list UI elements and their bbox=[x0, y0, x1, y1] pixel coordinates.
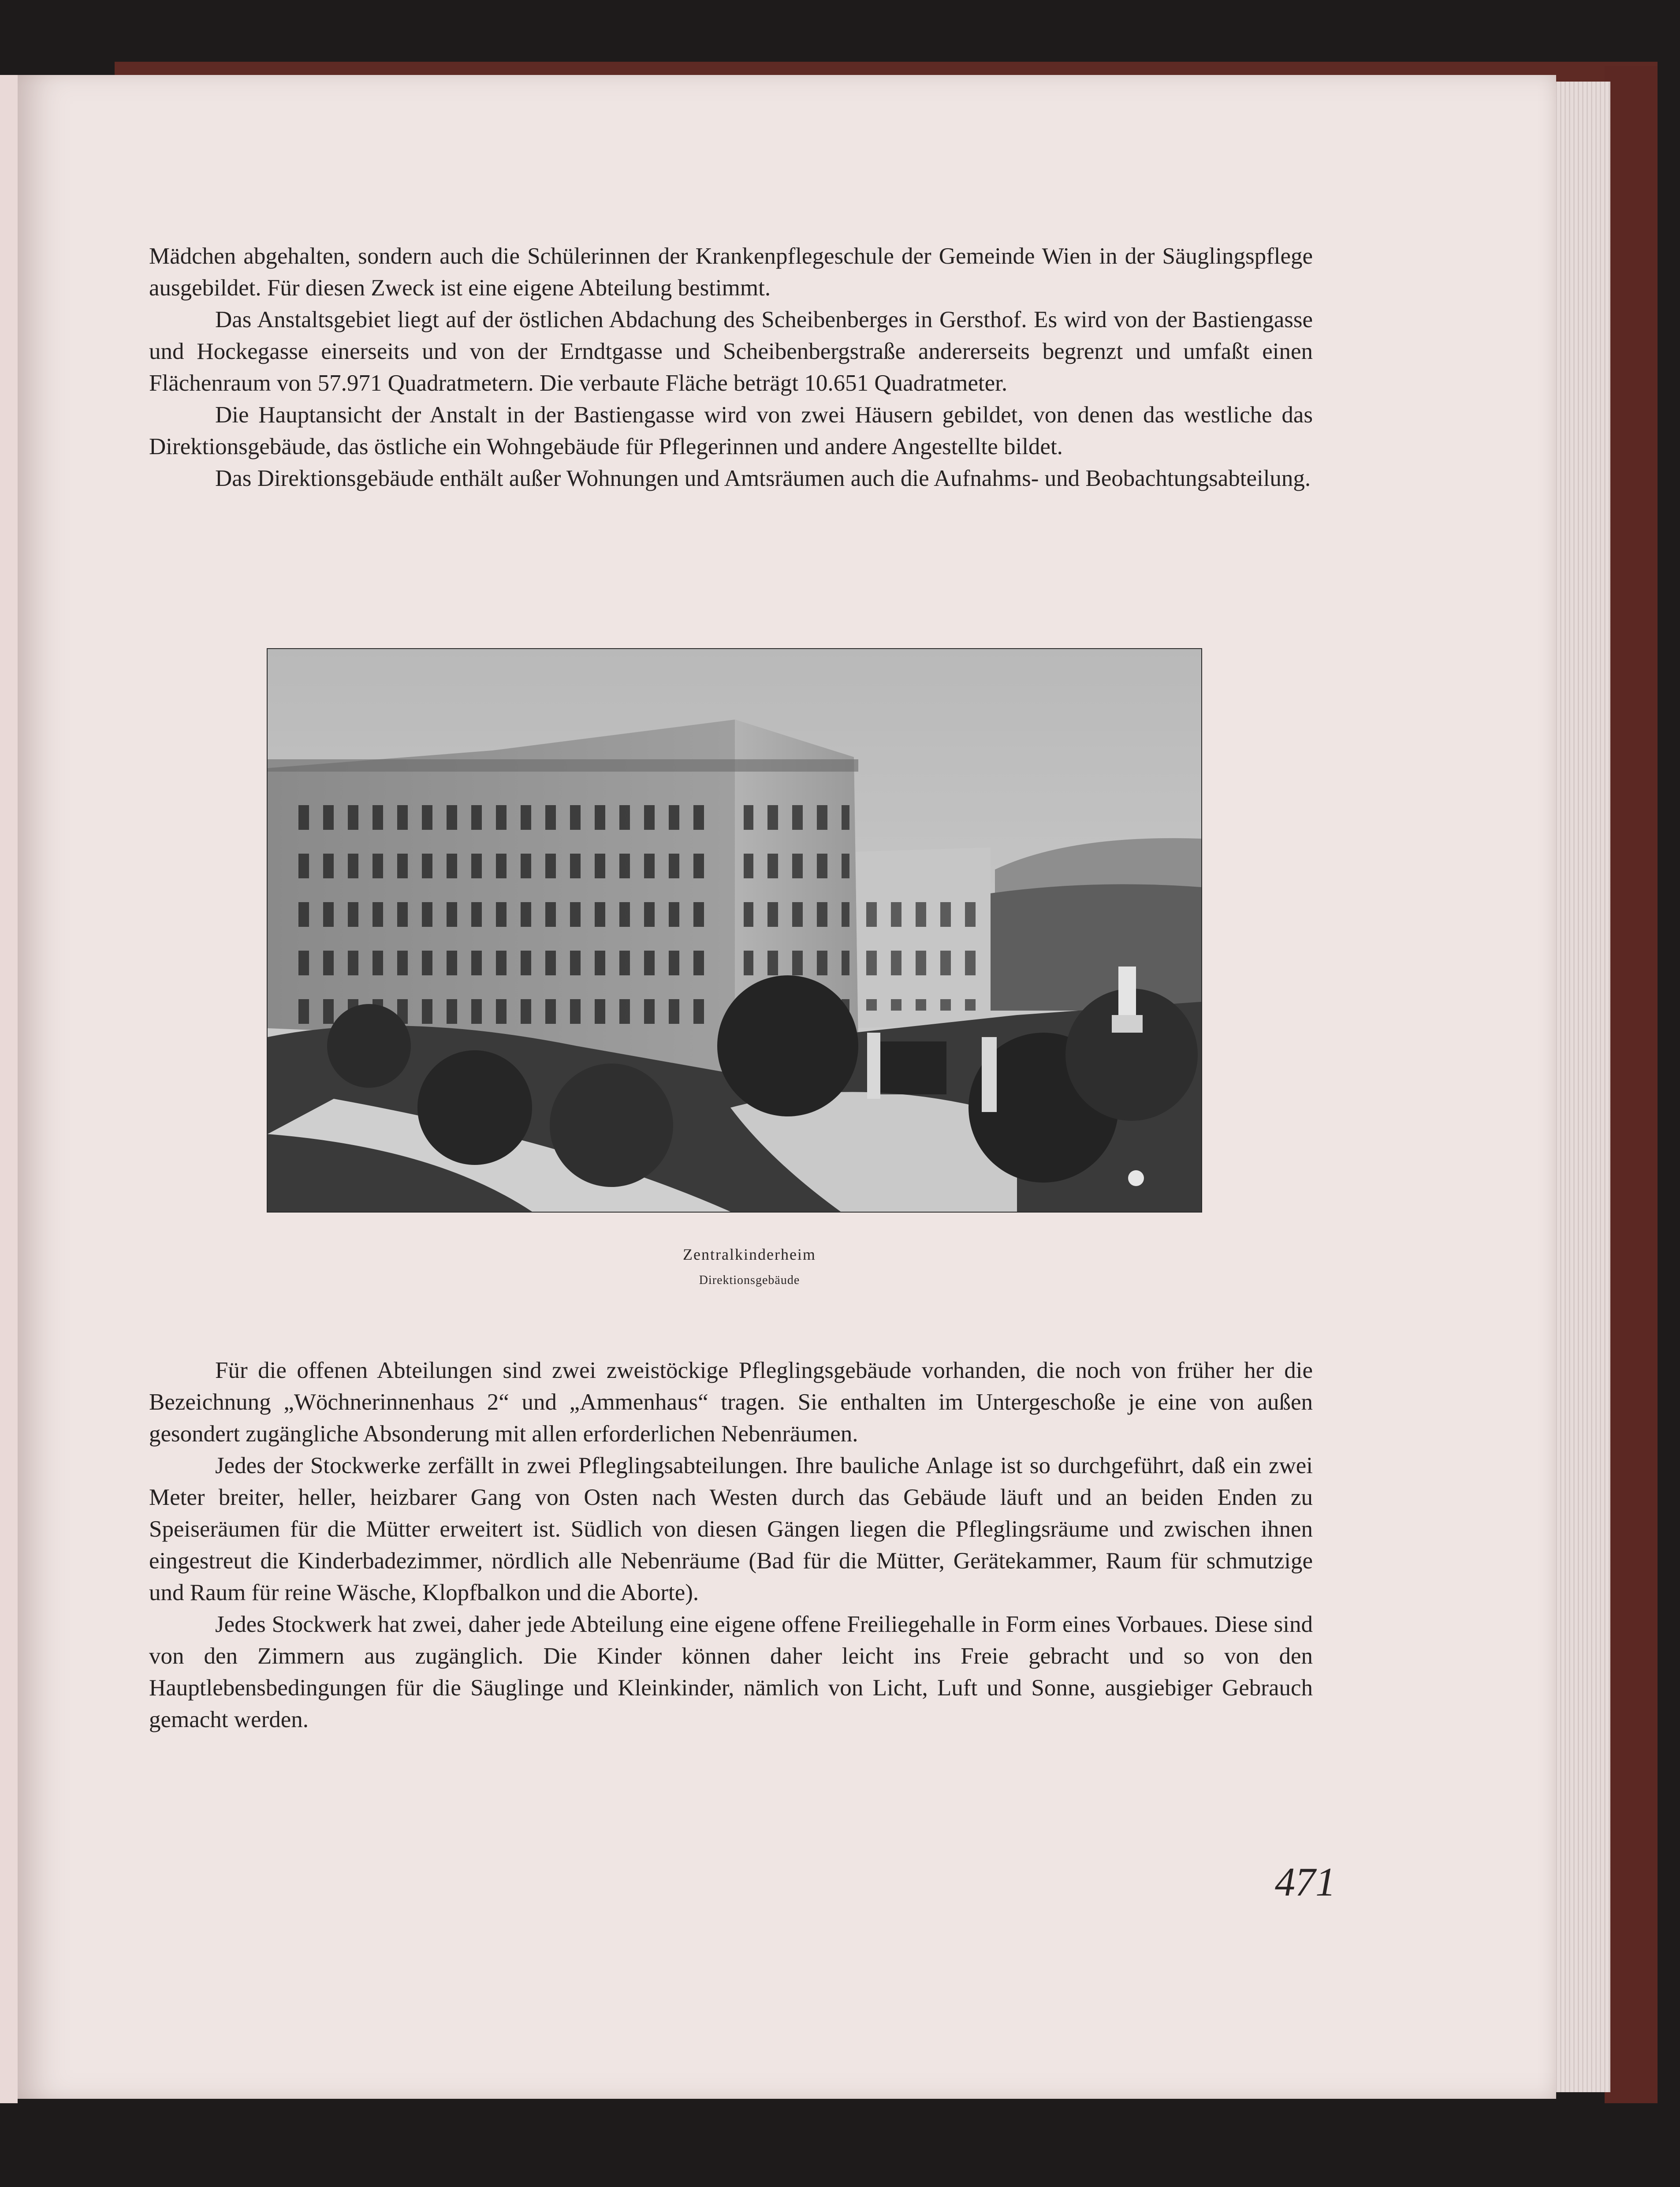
book-cover-right-edge bbox=[1605, 66, 1658, 2103]
photo-caption-title: Zentralkinderheim bbox=[683, 1246, 816, 1263]
paragraph: Das Direktionsgebäude enthält außer Wohnungen und Amtsräumen auch die Aufnahms- und Beobachtungsabteilung. bbox=[215, 466, 1311, 491]
paragraph: Jedes der Stockwerke zerfällt in zwei Pfleglingsabteilungen. Ihre bauliche Anlage ist so durchgeführt, daß ein zwei Meter breiter, heller, heizbarer Gang von Osten nach Westen durch das Gebäude läuft und an beiden Enden zu Speiseräumen für die Mütter erweitert ist. Südlich von diesen Gängen liegen die Pfleglingsräume und zwischen ihnen eingestreut die Kinderbadezimmer, nördlich alle Nebenräume (Bad für die Mütter, Gerätekammer, Raum für schmutzige und Raum für reine Wäsche, Klopfbalkon und die Aborte). bbox=[149, 1453, 1313, 1605]
photo-caption-subtitle: Direktionsgebäude bbox=[699, 1273, 800, 1287]
body-text-bottom bbox=[149, 1355, 1313, 1735]
paragraph: Für die offenen Abteilungen sind zwei zweistöckige Pfleglingsgebäude vorhanden, die noch von früher her die Bezeichnung „Wöchnerinnenhaus 2“ und „Ammenhaus“ tragen. Sie enthalten im Untergeschoße je eine von außen gesondert zugängliche Absonderung mit allen erforderlichen Nebenräumen. bbox=[149, 1358, 1313, 1447]
paragraph: Das Anstaltsgebiet liegt auf der östlichen Abdachung des Scheibenberges in Gersthof. Es wird von der Bastiengasse und Hockegasse einerseits und von der Erndtgasse und Scheibenbergstraße andererseits begrenzt und umfaßt einen Flächenraum von 57.971 Quadratmetern. Die verbaute Fläche beträgt 10.651 Quadratmeter. bbox=[149, 307, 1313, 396]
page-number: 471 bbox=[1275, 1859, 1336, 1904]
previous-page-edge bbox=[0, 75, 18, 2103]
building-photograph bbox=[267, 648, 1202, 1213]
body-text-top bbox=[149, 240, 1313, 494]
paragraph: Jedes Stockwerk hat zwei, daher jede Abteilung eine eigene offene Freiliegehalle in Form eines Vorbaues. Diese sind von den Zimmern aus zugänglich. Die Kinder können daher leicht ins Freie gebracht und so von den Hauptlebensbedingungen für die Säuglinge und Kleinkinder, nämlich von Licht, Luft und Sonne, ausgiebiger Gebrauch gemacht werden. bbox=[149, 1612, 1313, 1732]
paragraph: Die Hauptansicht der Anstalt in der Bastiengasse wird von zwei Häusern gebildet, von denen das westliche das Direktionsgebäude, das östliche ein Wohngebäude für Pflegerinnen und andere Angestellte bildet. bbox=[149, 402, 1313, 459]
paragraph: Mädchen abgehalten, sondern auch die Schülerinnen der Krankenpflegeschule der Gemeinde Wien in der Säuglingspflege ausgebildet. Für diesen Zweck ist eine eigene Abteilung bestimmt. bbox=[149, 243, 1313, 301]
